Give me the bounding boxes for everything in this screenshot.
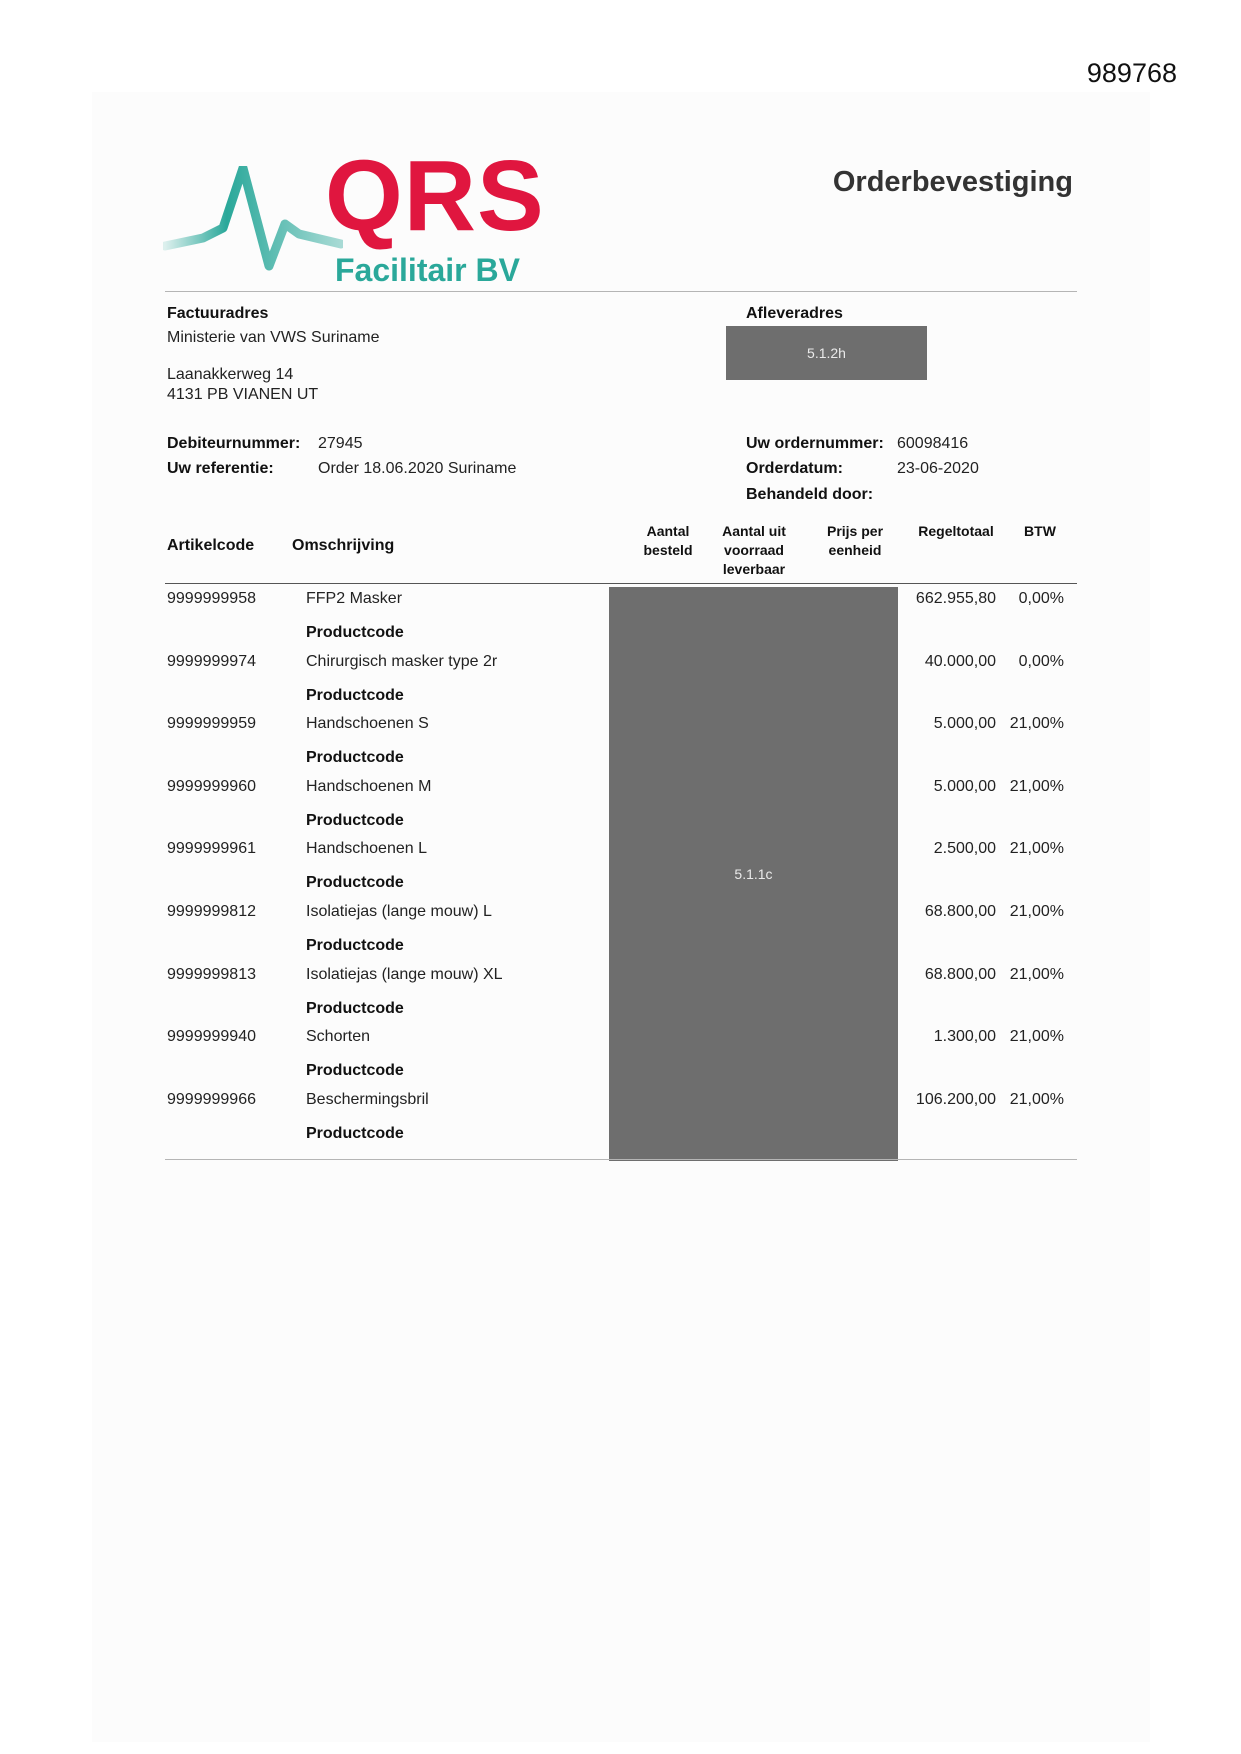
row-description: Isolatiejas (lange mouw) L [306, 903, 492, 920]
row-line-total: 40.000,00 [924, 652, 996, 670]
row-productcode-label: Productcode [306, 937, 404, 954]
handled-by-label: Behandeld door: [746, 486, 874, 503]
row-productcode-label: Productcode [306, 811, 404, 829]
debtor-label: Debiteurnummer: [167, 435, 301, 452]
brand-name: QRS [325, 140, 545, 252]
row-description: Chirurgisch masker type 2r [306, 652, 498, 670]
col-header-vat: BTW [1024, 523, 1056, 539]
col-header-unit-price: Prijs per eenheid [826, 523, 884, 558]
order-number-value: 60098416 [897, 435, 969, 452]
row-line-total: 2.500,00 [933, 840, 996, 858]
heartbeat-icon [163, 166, 343, 276]
row-productcode-label: Productcode [306, 624, 404, 641]
row-productcode-label: Productcode [306, 874, 404, 892]
reference-value: Order 18.06.2020 Suriname [318, 460, 517, 477]
billing-city: 4131 PB VIANEN UT [167, 386, 319, 403]
table-footer-divider [165, 1159, 1077, 1160]
row-description: FFP2 Masker [306, 590, 403, 607]
row-line-total: 5.000,00 [933, 777, 996, 795]
col-header-description: Omschrijving [292, 537, 395, 554]
header-divider [165, 291, 1077, 292]
table-header-divider [165, 583, 1077, 584]
row-productcode-label: Productcode [306, 1062, 404, 1080]
row-line-total: 68.800,00 [924, 965, 996, 983]
delivery-label: Afleveradres [746, 305, 843, 322]
billing-street: Laanakkerweg 14 [167, 366, 294, 383]
delivery-redaction: 5.1.2h [726, 326, 927, 380]
row-article-code: 9999999958 [167, 590, 256, 607]
row-vat: 21,00% [1009, 903, 1064, 920]
row-vat: 0,00% [1018, 590, 1064, 607]
row-article-code: 9999999961 [167, 840, 256, 858]
row-vat: 21,00% [1009, 1090, 1064, 1108]
row-description: Handschoenen S [306, 715, 429, 733]
row-line-total: 68.800,00 [924, 903, 996, 920]
company-logo [163, 140, 545, 292]
order-number-label: Uw ordernummer: [746, 435, 884, 452]
debtor-value: 27945 [318, 435, 363, 452]
row-description: Handschoenen M [306, 777, 432, 795]
row-line-total: 662.955,80 [915, 590, 996, 607]
document-number: 989768 [1086, 58, 1177, 88]
row-article-code: 9999999974 [167, 652, 256, 670]
row-vat: 21,00% [1009, 777, 1064, 795]
billing-name: Ministerie van VWS Suriname [167, 329, 380, 346]
order-date-label: Orderdatum: [746, 460, 843, 477]
billing-label: Factuuradres [167, 305, 269, 322]
row-line-total: 5.000,00 [933, 715, 996, 733]
brand-subtitle: Facilitair BV [335, 252, 520, 288]
row-productcode-label: Productcode [306, 749, 404, 767]
row-vat: 0,00% [1018, 652, 1064, 670]
row-description: Isolatiejas (lange mouw) XL [306, 965, 503, 983]
row-description: Handschoenen L [306, 840, 427, 858]
row-description: Beschermingsbril [306, 1090, 429, 1108]
reference-label: Uw referentie: [167, 460, 274, 477]
row-article-code: 9999999966 [167, 1090, 256, 1108]
col-header-code: Artikelcode [167, 537, 255, 554]
document-title: Orderbevestiging [832, 166, 1073, 198]
row-line-total: 1.300,00 [933, 1028, 996, 1046]
col-header-qty-ordered: Aantal besteld [643, 523, 693, 558]
row-vat: 21,00% [1009, 715, 1064, 733]
row-description: Schorten [306, 1028, 371, 1046]
row-article-code: 9999999960 [167, 777, 256, 795]
row-productcode-label: Productcode [306, 686, 404, 704]
row-article-code: 9999999812 [167, 903, 256, 920]
row-line-total: 106.200,00 [915, 1090, 996, 1108]
table-redaction: 5.1.1c [609, 587, 898, 1161]
row-article-code: 9999999813 [167, 965, 256, 983]
row-productcode-label: Productcode [306, 999, 404, 1017]
col-header-line-total: Regeltotaal [918, 523, 994, 539]
row-vat: 21,00% [1009, 965, 1064, 983]
row-vat: 21,00% [1009, 1028, 1064, 1046]
row-productcode-label: Productcode [306, 1124, 404, 1142]
row-vat: 21,00% [1009, 840, 1064, 858]
row-article-code: 9999999940 [167, 1028, 256, 1046]
col-header-qty-stock: Aantal uit voorraad leverbaar [722, 523, 786, 577]
order-date-value: 23-06-2020 [897, 460, 979, 477]
row-article-code: 9999999959 [167, 715, 256, 733]
